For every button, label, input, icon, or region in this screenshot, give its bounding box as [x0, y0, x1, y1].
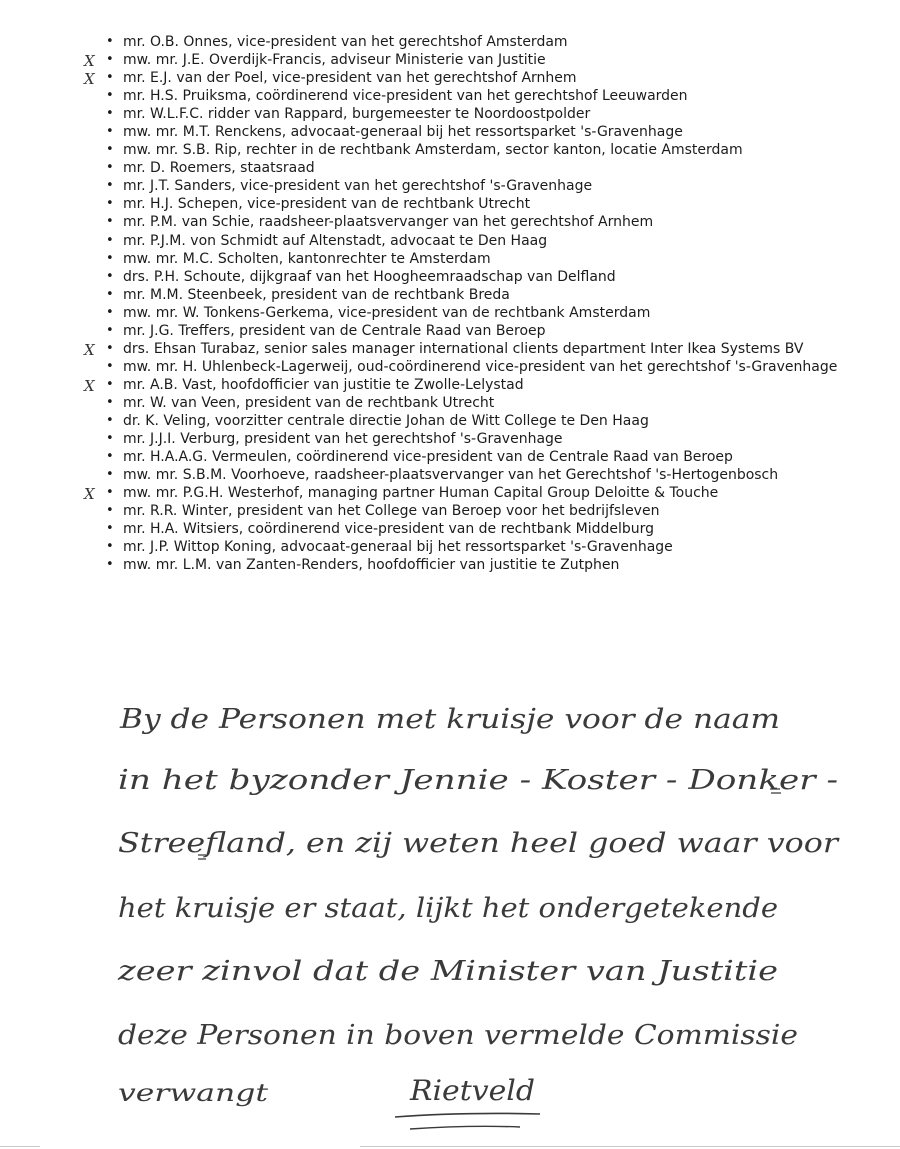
- bullet: •: [106, 160, 114, 176]
- handwritten-line: verwangt: [118, 1079, 269, 1107]
- bullet: •: [106, 232, 114, 248]
- cross-mark: X: [84, 52, 95, 71]
- member-text: mr. H.J. Schepen, vice-president van de rechtbank Utrecht: [123, 196, 531, 213]
- bullet: •: [106, 286, 114, 302]
- bullet: •: [106, 485, 114, 501]
- member-text: mw. mr. S.B. Rip, rechter in de rechtbank Amsterdam, sector kanton, locatie Amsterdam: [123, 142, 743, 159]
- bullet: •: [106, 268, 114, 284]
- handwritten-line: het kruisje er staat, lijkt het ondergetekende: [118, 893, 778, 924]
- handwritten-line: By de Personen met kruisje voor de naam: [118, 704, 780, 735]
- handwritten-lines: [117, 704, 841, 1107]
- member-text: dr. K. Veling, voorzitter centrale directie Johan de Witt College te Den Haag: [123, 412, 649, 429]
- member-text: mr. W.L.F.C. ridder van Rappard, burgemeester te Noordoostpolder: [123, 106, 591, 123]
- signature-underline-2: [410, 1126, 520, 1129]
- member-text: mr. W. van Veen, president van de rechtbank Utrecht: [123, 394, 495, 411]
- bullet: •: [106, 340, 114, 356]
- bullet: •: [106, 358, 114, 374]
- member-text: mr. D. Roemers, staatsraad: [123, 160, 315, 177]
- handwritten-line: deze Personen in boven vermelde Commissie: [118, 1020, 798, 1051]
- member-text: mr. M.M. Steenbeek, president van de rechtbank Breda: [123, 286, 510, 303]
- cross-mark: X: [84, 485, 95, 504]
- member-text: mw. mr. M.C. Scholten, kantonrechter te Amsterdam: [123, 250, 491, 267]
- bullet: •: [106, 539, 114, 555]
- page-edge-line: [0, 1146, 40, 1147]
- page-edge-line: [360, 1146, 900, 1147]
- member-text: mr. J.T. Sanders, vice-president van het gerechtshof 's-Gravenhage: [123, 178, 593, 195]
- bullet: •: [106, 214, 114, 230]
- member-text: mr. J.P. Wittop Koning, advocaat-generaal bij het ressortsparket 's-Gravenhage: [123, 539, 673, 556]
- bullet: •: [106, 521, 114, 537]
- member-text: drs. P.H. Schoute, dijkgraaf van het Hoogheemraadschap van Delfland: [123, 268, 616, 285]
- bullet: •: [106, 467, 114, 483]
- member-text: mw. mr. J.E. Overdijk-Francis, adviseur Ministerie van Justitie: [123, 52, 546, 69]
- bullet: •: [106, 431, 114, 447]
- member-text: mw. mr. M.T. Renckens, advocaat-generaal bij het ressortsparket 's-Gravenhage: [123, 124, 683, 141]
- member-text: mr. R.R. Winter, president van het College van Beroep voor het bedrijfsleven: [123, 503, 660, 520]
- cross-mark: X: [84, 376, 95, 395]
- bullet: •: [106, 34, 114, 49]
- bullet: •: [106, 503, 114, 519]
- member-text: mr. H.A.A.G. Vermeulen, coördinerend vice-president van de Centrale Raad van Beroep: [123, 449, 733, 466]
- bullet: •: [106, 412, 114, 428]
- cross-mark: X: [84, 340, 95, 359]
- cross-mark: X: [84, 70, 95, 89]
- handwritten-line: zeer zinvol dat de Minister van Justitie: [116, 956, 778, 987]
- member-text: mr. E.J. van der Poel, vice-president van het gerechtshof Arnhem: [123, 70, 577, 87]
- bullet: •: [106, 124, 114, 140]
- member-text: mw. mr. H. Uhlenbeck-Lagerweij, oud-coördinerend vice-president van het gerechtshof 's-Gravenhage: [123, 358, 838, 375]
- member-text: mr. H.S. Pruiksma, coördinerend vice-president van het gerechtshof Leeuwarden: [123, 88, 688, 105]
- member-text: mr. P.M. van Schie, raadsheer-plaatsvervanger van het gerechtshof Arnhem: [123, 214, 654, 231]
- member-text: mw. mr. L.M. van Zanten-Renders, hoofdofficier van justitie te Zutphen: [123, 557, 620, 574]
- member-text: mw. mr. S.B.M. Voorhoeve, raadsheer-plaatsvervanger van het Gerechtshof 's-Hertogenbosch: [123, 467, 779, 484]
- handwritten-line: in het byzonder Jennie - Koster - Donker -: [118, 765, 838, 796]
- bullet: •: [106, 88, 114, 104]
- bullet: •: [106, 106, 114, 122]
- member-text: mr. J.G. Treffers, president van de Centrale Raad van Beroep: [123, 322, 546, 339]
- bullet: •: [106, 196, 114, 212]
- member-text: mr. P.J.M. von Schmidt auf Altenstadt, advocaat te Den Haag: [123, 232, 548, 249]
- bullet: •: [106, 52, 114, 68]
- member-text: mw. mr. W. Tonkens-Gerkema, vice-president van de rechtbank Amsterdam: [123, 304, 651, 321]
- signature-underline: [395, 1113, 540, 1117]
- signature-name: Rietveld: [408, 1074, 535, 1107]
- bullet: •: [106, 178, 114, 194]
- bullet: •: [106, 70, 114, 86]
- bullet: •: [106, 394, 114, 410]
- bullet: •: [106, 250, 114, 266]
- signature: [395, 1074, 540, 1129]
- member-text: drs. Ehsan Turabaz, senior sales manager international clients department Inter Ikea Systems BV: [123, 340, 804, 357]
- member-text: mr. H.A. Witsiers, coördinerend vice-president van de rechtbank Middelburg: [123, 521, 655, 538]
- member-text: mr. A.B. Vast, hoofdofficier van justitie te Zwolle-Lelystad: [123, 376, 524, 393]
- member-text: mw. mr. P.G.H. Westerhof, managing partner Human Capital Group Deloitte & Touche: [123, 485, 719, 502]
- handwritten-line: Streefland, en zij weten heel goed waar voor: [118, 828, 841, 859]
- bullet: •: [106, 304, 114, 320]
- bullet: •: [106, 142, 114, 158]
- bullet: •: [106, 376, 114, 392]
- member-text: mr. O.B. Onnes, vice-president van het gerechtshof Amsterdam: [123, 34, 568, 50]
- bullet: •: [106, 449, 114, 465]
- bullet: •: [106, 322, 114, 338]
- member-text: mr. J.J.I. Verburg, president van het gerechtshof 's-Gravenhage: [123, 431, 563, 448]
- bullet: •: [106, 557, 114, 573]
